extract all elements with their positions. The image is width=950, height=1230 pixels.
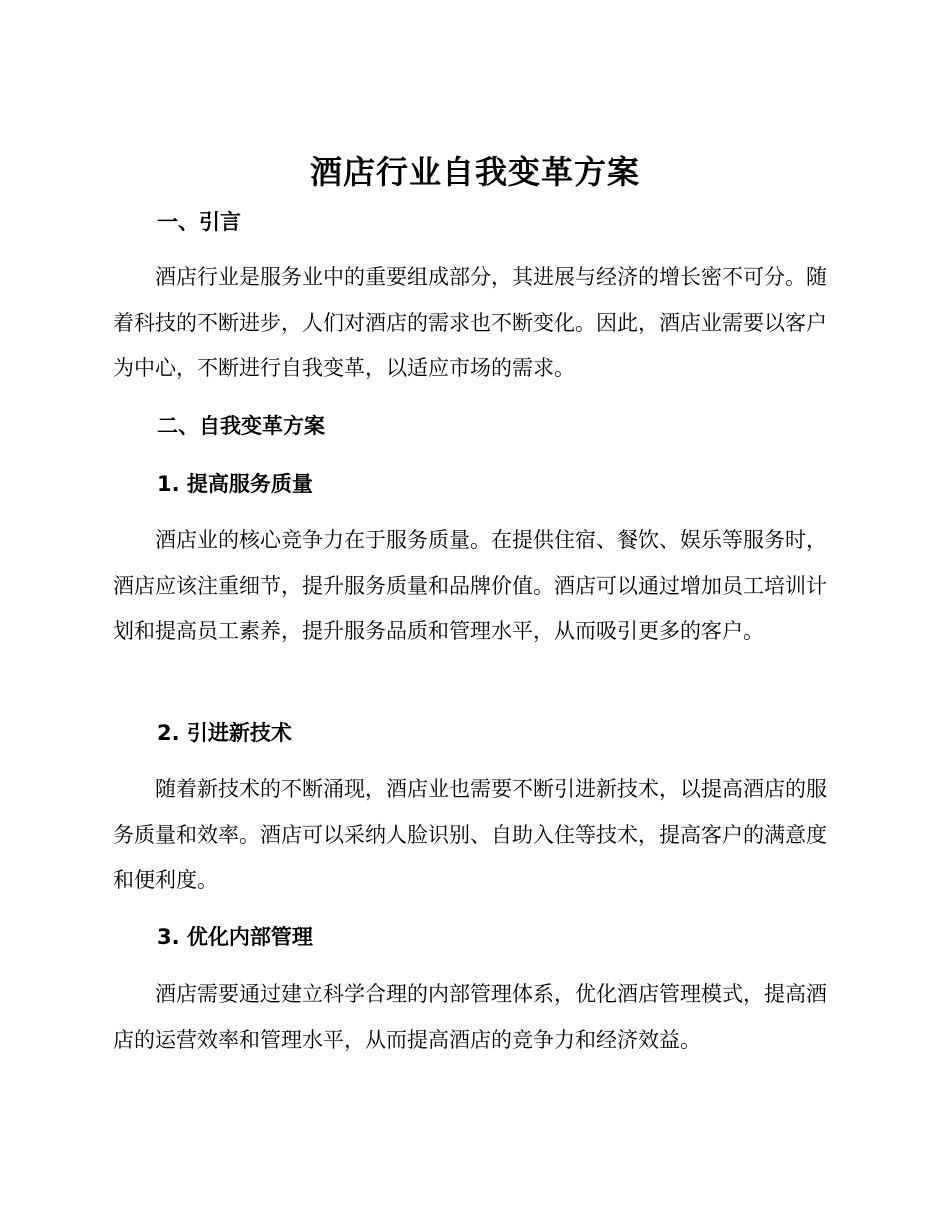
section-heading-introduction: 一、引言 (157, 210, 241, 234)
document-title: 酒店行业自我变革方案 (309, 153, 640, 191)
subsection-heading-new-technology: 2. 引进新技术 (157, 721, 292, 745)
section-heading-reform-plan: 二、自我变革方案 (157, 414, 325, 438)
subsection-heading-service-quality: 1. 提高服务质量 (157, 472, 313, 496)
subsection-heading-internal-management: 3. 优化内部管理 (157, 925, 313, 949)
paragraph-introduction: 酒店行业是服务业中的重要组成部分，其进展与经济的增长密不可分。随着科技的不断进步，人们对酒店的需求也不断变化。因此，酒店业需要以客户为中心，不断进行自我变革，以适应市场的需求。 (113, 265, 827, 380)
paragraph-internal-management: 酒店需要通过建立科学合理的内部管理体系，优化酒店管理模式，提高酒店的运营效率和管理水平，从而提高酒店的竞争力和经济效益。 (113, 982, 827, 1052)
paragraph-service-quality: 酒店业的核心竞争力在于服务质量。在提供住宿、餐饮、娱乐等服务时，酒店应该注重细节，提升服务质量和品牌价值。酒店可以通过增加员工培训计划和提高员工素养，提升服务品质和管理水平，从而吸引更多的客户。 (113, 528, 827, 643)
paragraph-new-technology: 随着新技术的不断涌现，酒店业也需要不断引进新技术，以提高酒店的服务质量和效率。酒店可以采纳人脸识别、自助入住等技术，提高客户的满意度和便利度。 (113, 777, 827, 892)
